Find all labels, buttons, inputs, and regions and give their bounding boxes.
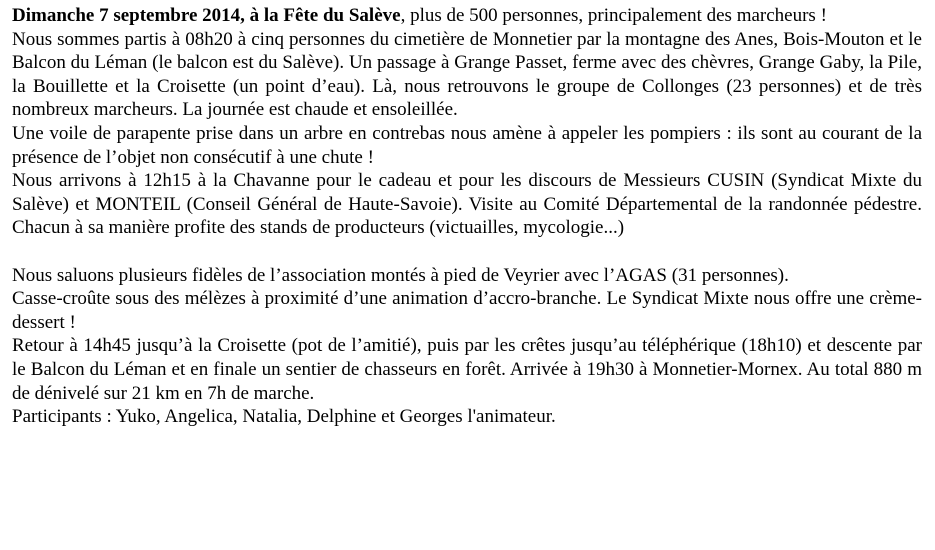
intro-date-title: Dimanche 7 septembre 2014, à la Fête du Salève bbox=[12, 5, 401, 26]
paragraph-participants: Participants : Yuko, Angelica, Natalia, Delphine et Georges l'animateur. bbox=[12, 406, 556, 428]
intro-paragraph bbox=[12, 4, 922, 28]
paragraph-lunch: Casse-croûte sous des mélèzes à proximité d’une animation d’accro-branche. Le Syndicat Mixte nous offre une crème-dessert ! bbox=[12, 288, 922, 333]
paragraph-spacer bbox=[12, 240, 922, 264]
paragraph-paraglider: Une voile de parapente prise dans un arbre en contrebas nous amène à appeler les pompiers : ils sont au courant de la présence de l’objet non consécutif à une chute ! bbox=[12, 122, 922, 168]
paragraph-return: Retour à 14h45 jusqu’à la Croisette (pot de l’amitié), puis par les crêtes jusqu’au téléphérique (18h10) et descente par le Balcon du Léman et en finale un sentier de chasseurs en forêt. Arrivée à 19h30 à Monnetier-Mornex. Au total 880 m de dénivelé sur 21 km en 7h de marche. bbox=[12, 335, 922, 404]
paragraph-chavanne: Nous arrivons à 12h15 à la Chavanne pour le cadeau et pour les discours de Messieurs CUSIN (Syndicat Mixte du Salève) et MONTEIL (Conseil Général de Haute-Savoie). Visite au Comité Départemental de la randonnée pédestre. Chacun à sa manière profite des stands de producteurs (victuailles, mycologie...) bbox=[12, 170, 922, 239]
paragraph-greetings: Nous saluons plusieurs fidèles de l’association montés à pied de Veyrier avec l’AGAS (31 personnes). bbox=[12, 264, 789, 286]
paragraph-departure: Nous sommes partis à 08h20 à cinq personnes du cimetière de Monnetier par la montagne des Anes, Bois-Mouton et le Balcon du Léman (le balcon est du Salève). Un passage à Grange Passet, ferme avec des chèvres, Grange Gaby, la Pile, la Bouillette et la Croisette (un point d’eau). Là, nous retrouvons le groupe de Collonges (23 personnes) et de très nombreux marcheurs. La journée est chaude et ensoleillée. bbox=[12, 28, 922, 121]
document-body bbox=[12, 4, 922, 429]
intro-text: , plus de 500 personnes, principalement des marcheurs ! bbox=[400, 5, 827, 26]
